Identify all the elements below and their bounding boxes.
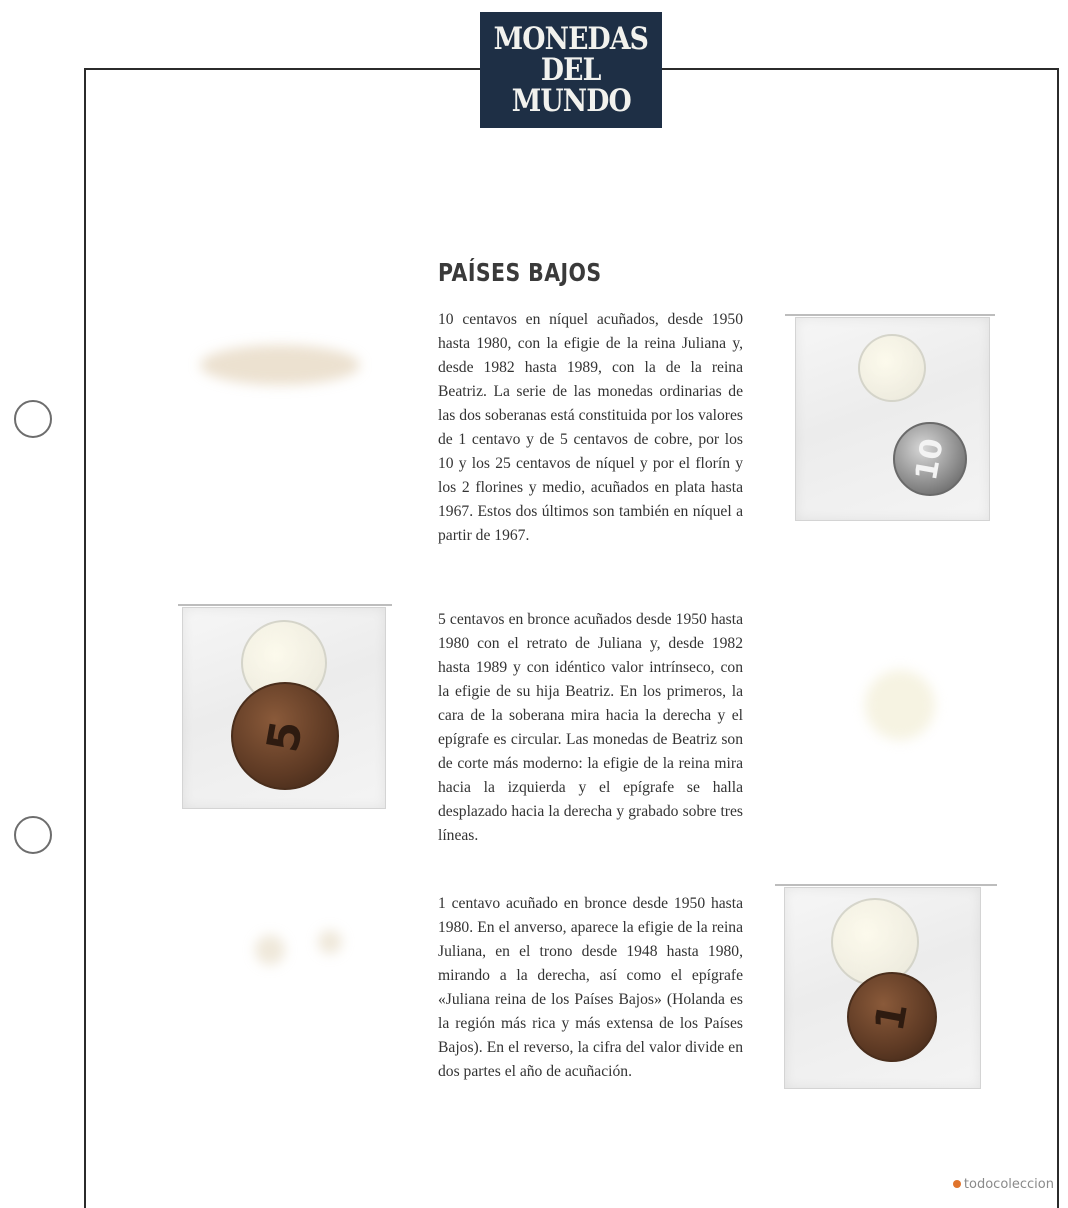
watermark-dot-icon [953,1180,961,1188]
coin-1-value: 1 [866,999,918,1035]
logo-line-3: MUNDO [511,82,631,119]
coin-description-10-cents: 10 centavos en níquel acuñados, desde 1950 hasta 1980, con la efigie de la reina Juliana y, desde 1982 hasta 1989, con la de la reina Beatriz. La serie de las monedas ordinarias de las dos soberanas está constituida por los valores de 1 centavo y de 5 centavos de cobre, por los 10 y los 25 centavos de níquel y por el florín y los 2 florines y medio, acuñados en plata hasta 1967. Estos dos últimos son también en níquel a partir de 1967. [438,311,743,544]
sleeve-edge [785,314,995,316]
empty-coin-slot [831,898,919,986]
empty-coin-slot [858,334,926,402]
page-title: PAÍSES BAJOS [438,258,602,287]
logo-line-1: MONEDAS [493,20,649,57]
watermark [953,1177,1054,1192]
stain [865,670,935,740]
coin-sleeve-1-cent [784,887,981,1089]
coin-10-cents [893,422,967,496]
monedas-del-mundo-logo [480,12,662,128]
coin-description-5-cents: 5 centavos en bronce acuñados desde 1950 hasta 1980 con el retrato de Juliana y, desde 1982 hasta 1989 y con idéntico valor intrínseco, con la efigie de su hija Beatriz. En los primeros, la cara de la soberana mira hacia la derecha y el epígrafe es circular. Las monedas de Beatriz son de corte más moderno: la efigie de la reina mira hacia la izquierda y el epígrafe se halla desplazado hacia la derecha y grabado sobre tres líneas. [438,611,743,844]
logo-line-2: DEL [541,51,601,88]
sleeve-edge [775,884,997,886]
coin-5-value: 5 [257,716,313,756]
coin-description-1-cent: 1 centavo acuñado en bronce desde 1950 hasta 1980. En el anverso, aparece la efigie de la reina Juliana, en el trono desde 1948 hasta 1980, mirando a la derecha, así como el epígrafe «Juliana reina de los Países Bajos» (Holanda es la región más rica y más extensa de los Países Bajos). En el reverso, la cifra del valor divide en dos partes el año de acuñación. [438,895,743,1080]
coin-sleeve-10-cents [795,317,990,521]
watermark-text: todocoleccion [963,1177,1054,1192]
binder-hole-top [14,400,52,438]
sleeve-edge [178,604,392,606]
coin-1-cent [847,972,937,1062]
stain [200,345,360,385]
stain [318,930,342,954]
binder-hole-bottom [14,816,52,854]
coin-5-cents [231,682,339,790]
coin-10-value: 10 [909,435,951,483]
stain [255,935,285,965]
coin-sleeve-5-cents [182,607,386,809]
